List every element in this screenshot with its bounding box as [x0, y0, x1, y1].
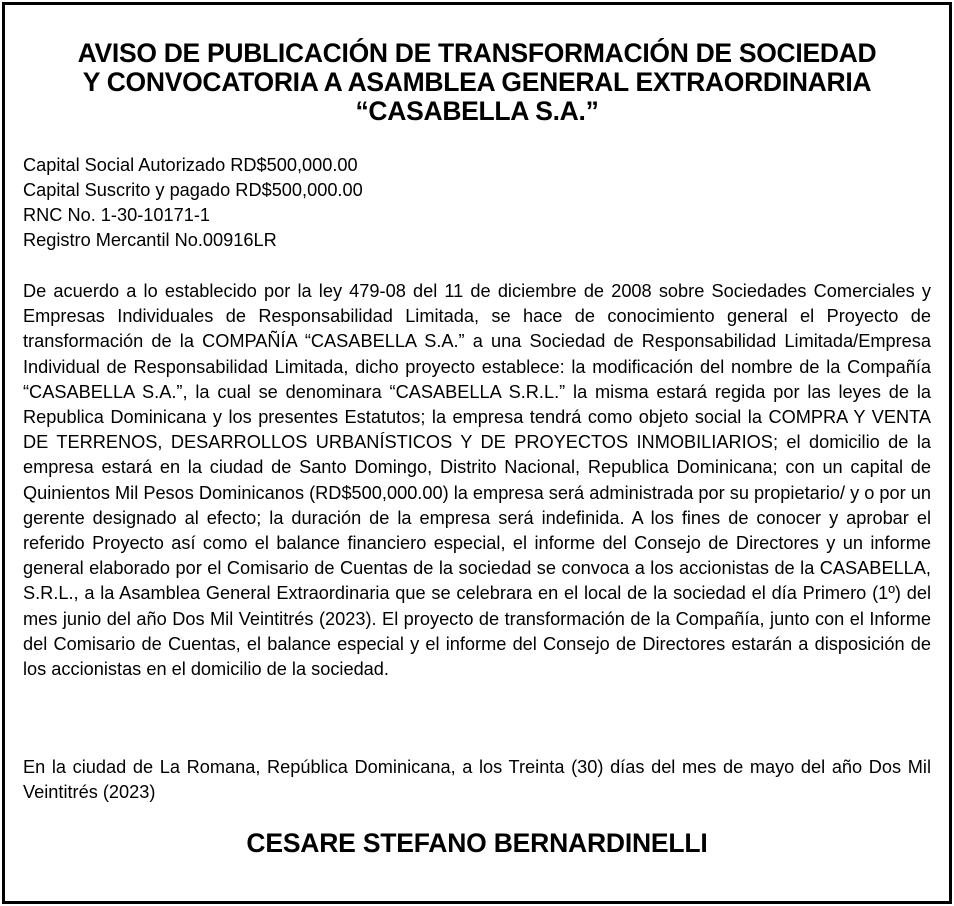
- rnc-number: RNC No. 1-30-10171-1: [23, 205, 211, 225]
- authorized-capital: Capital Social Autorizado RD$500,000.00: [23, 155, 358, 175]
- mercantile-registry: Registro Mercantil No.00916LR: [23, 230, 277, 250]
- title-line: “CASABELLA S.A.”: [355, 96, 599, 126]
- closing-paragraph: En la ciudad de La Romana, República Dominicana, a los Treinta (30) días del mes de mayo del año Dos Mil Veintitrés (2023): [23, 757, 931, 803]
- body-paragraph: De acuerdo a lo establecido por la ley 479-08 del 11 de diciembre de 2008 sobre Sociedades Comerciales y Empresas Individuales de Responsabilidad Limitada, se hace de conocimiento general el Proyecto de transformación de la COMPAÑÍA “CASABELLA S.A.” a una Sociedad de Responsabilidad Limitada/Empresa Individual de Responsabilidad Limitada, dicho proyecto establece: la modificación del nombre de la Compañía “CASABELLA S.A.”, la cual se denominara “CASABELLA S.R.L.” la misma estará regida por las leyes de la Republica Dominicana y los presentes Estatutos; la empresa tendrá como objeto social la COMPRA Y VENTA DE TERRENOS, DESARROLLOS URBANÍSTICOS Y DE PROYECTOS INMOBILIARIOS; el domicilio de la empresa estará en la ciudad de Santo Domingo, Distrito Nacional, Republica Dominicana; con un capital de Quinientos Mil Pesos Dominicanos (RD$500,000.00) la empresa será administrada por su propietario/ y o por un gerente designado al efecto; la duración de la empresa será indefinida. A los fines de conocer y aprobar el referido Proyecto así como el balance financiero especial, el informe del Consejo de Directores y un informe general elaborado por el Comisario de Cuentas de la sociedad se convoca a los accionistas de la CASABELLA, S.R.L., a la Asamblea General Extraordinaria que se celebrara en el local de la sociedad el día Primero (1º) del mes junio del año Dos Mil Veintitrés (2023). El proyecto de transformación de la Compañía, junto con el Informe del Comisario de Cuentas, el balance especial y el informe del Consejo de Directores estarán a disposición de los accionistas en el domicilio de la sociedad.: [23, 281, 931, 680]
- signature-name: CESARE STEFANO BERNARDINELLI: [246, 828, 708, 858]
- company-details: [23, 153, 363, 253]
- subscribed-capital: Capital Suscrito y pagado RD$500,000.00: [23, 180, 363, 200]
- notice-title: [15, 39, 939, 126]
- title-line: Y CONVOCATORIA A ASAMBLEA GENERAL EXTRAORDINARIA: [82, 67, 872, 97]
- title-line: AVISO DE PUBLICACIÓN DE TRANSFORMACIÓN DE SOCIEDAD: [77, 38, 877, 68]
- notice-box: [2, 2, 952, 904]
